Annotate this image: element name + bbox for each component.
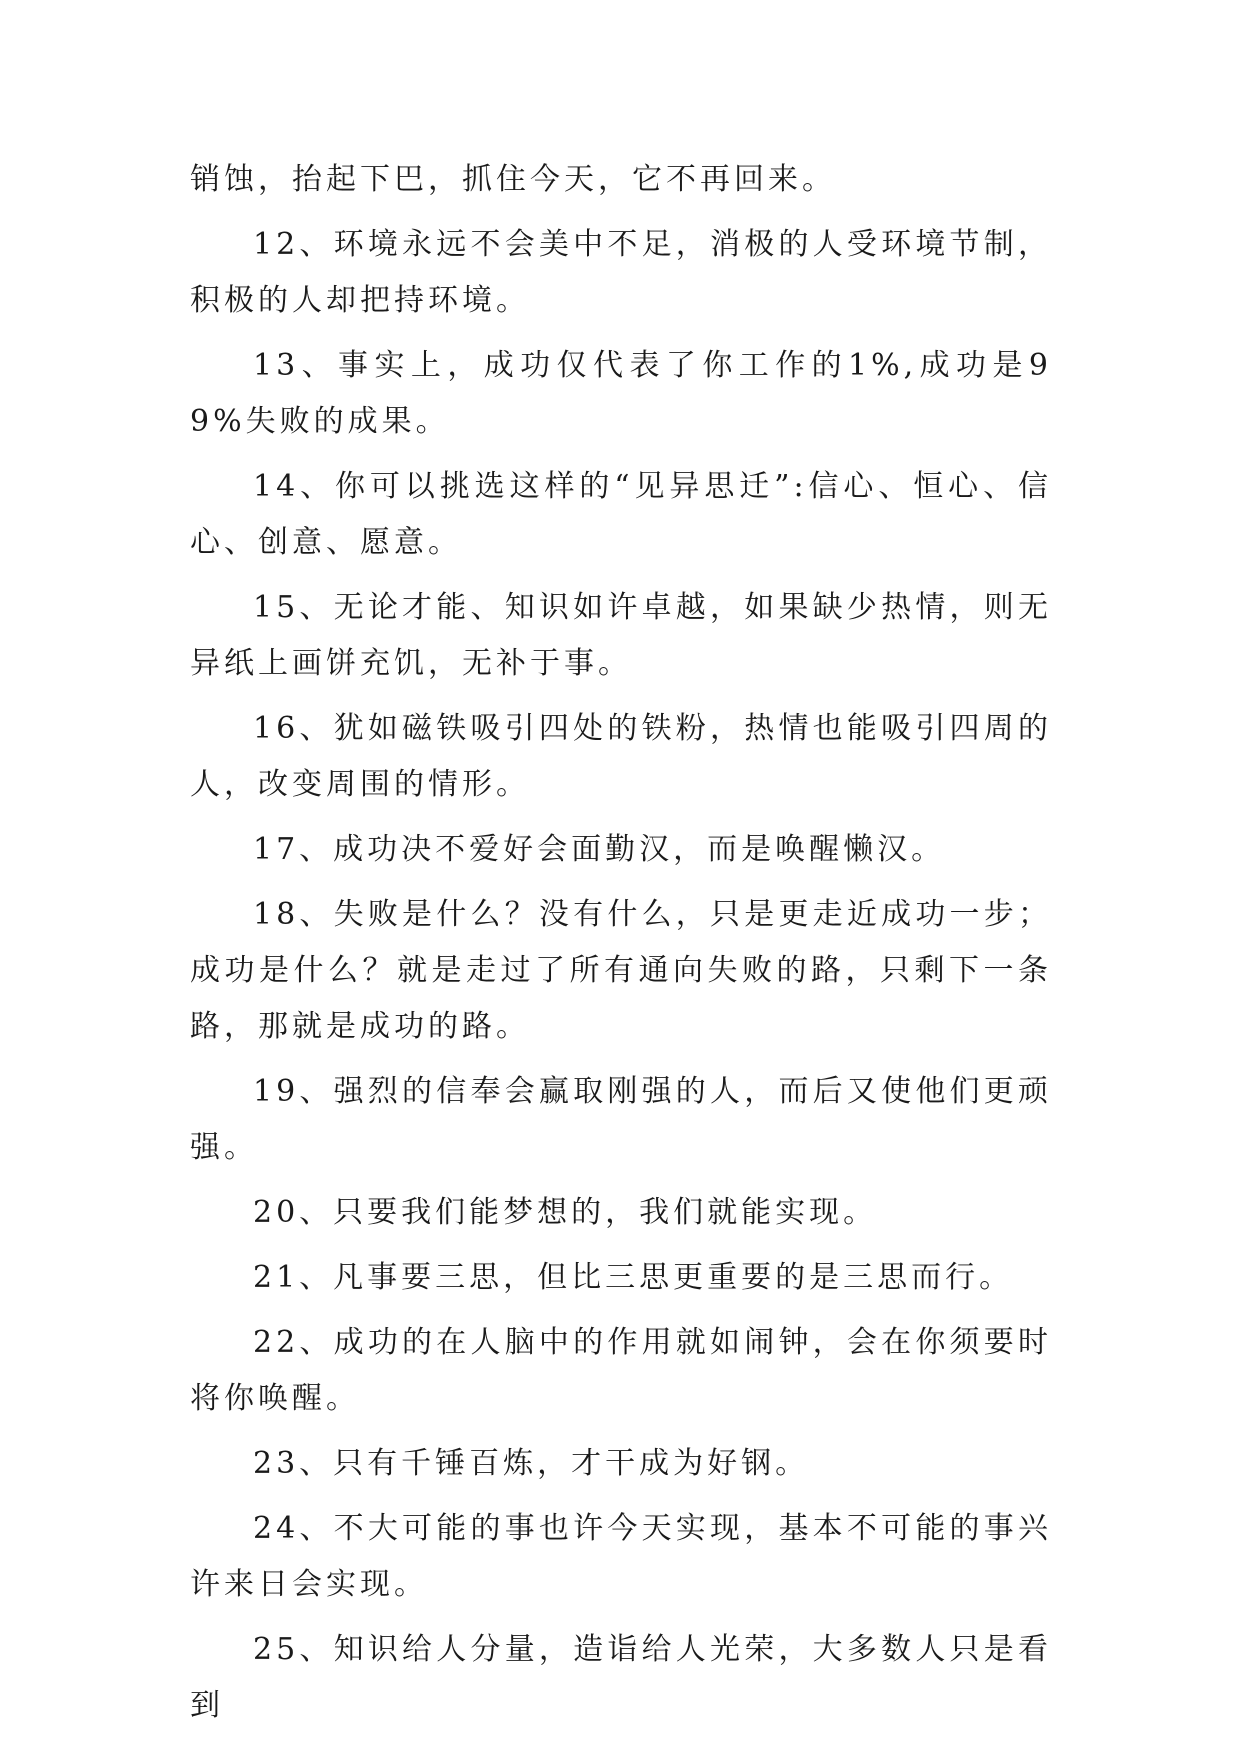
paragraph: 18、失败是什么？没有什么，只是更走近成功一步；成功是什么？就是走过了所有通向失败的路，只剩下一条路，那就是成功的路。 xyxy=(190,897,1052,1044)
paragraph: 19、强烈的信奉会赢取刚强的人，而后又使他们更顽强。 xyxy=(190,1074,1052,1165)
paragraph: 12、环境永远不会美中不足，消极的人受环境节制，积极的人却把持环境。 xyxy=(190,227,1052,318)
body-text xyxy=(190,152,1052,1743)
paragraph: 24、不大可能的事也许今天实现，基本不可能的事兴许来日会实现。 xyxy=(190,1511,1052,1602)
paragraph: 25、知识给人分量，造诣给人光荣，大多数人只是看到 xyxy=(190,1632,1052,1723)
paragraph: 16、犹如磁铁吸引四处的铁粉，热情也能吸引四周的人，改变周围的情形。 xyxy=(190,711,1052,802)
paragraph: 21、凡事要三思，但比三思更重要的是三思而行。 xyxy=(253,1260,1014,1295)
paragraph: 13、事实上，成功仅代表了你工作的1%,成功是99%失败的成果。 xyxy=(190,348,1052,439)
paragraph: 17、成功决不爱好会面勤汉，而是唤醒懒汉。 xyxy=(253,832,946,867)
paragraph: 销蚀，抬起下巴，抓住今天，它不再回来。 xyxy=(190,162,836,197)
paragraph: 14、你可以挑选这样的“见异思迁”:信心、恒心、信心、创意、愿意。 xyxy=(190,469,1052,560)
paragraph: 20、只要我们能梦想的，我们就能实现。 xyxy=(253,1195,878,1230)
paragraph: 23、只有千锤百炼，才干成为好钢。 xyxy=(253,1446,810,1481)
paragraph: 22、成功的在人脑中的作用就如闹钟，会在你须要时将你唤醒。 xyxy=(190,1325,1052,1416)
paragraph: 15、无论才能、知识如许卓越，如果缺少热情，则无异纸上画饼充饥，无补于事。 xyxy=(190,590,1052,681)
